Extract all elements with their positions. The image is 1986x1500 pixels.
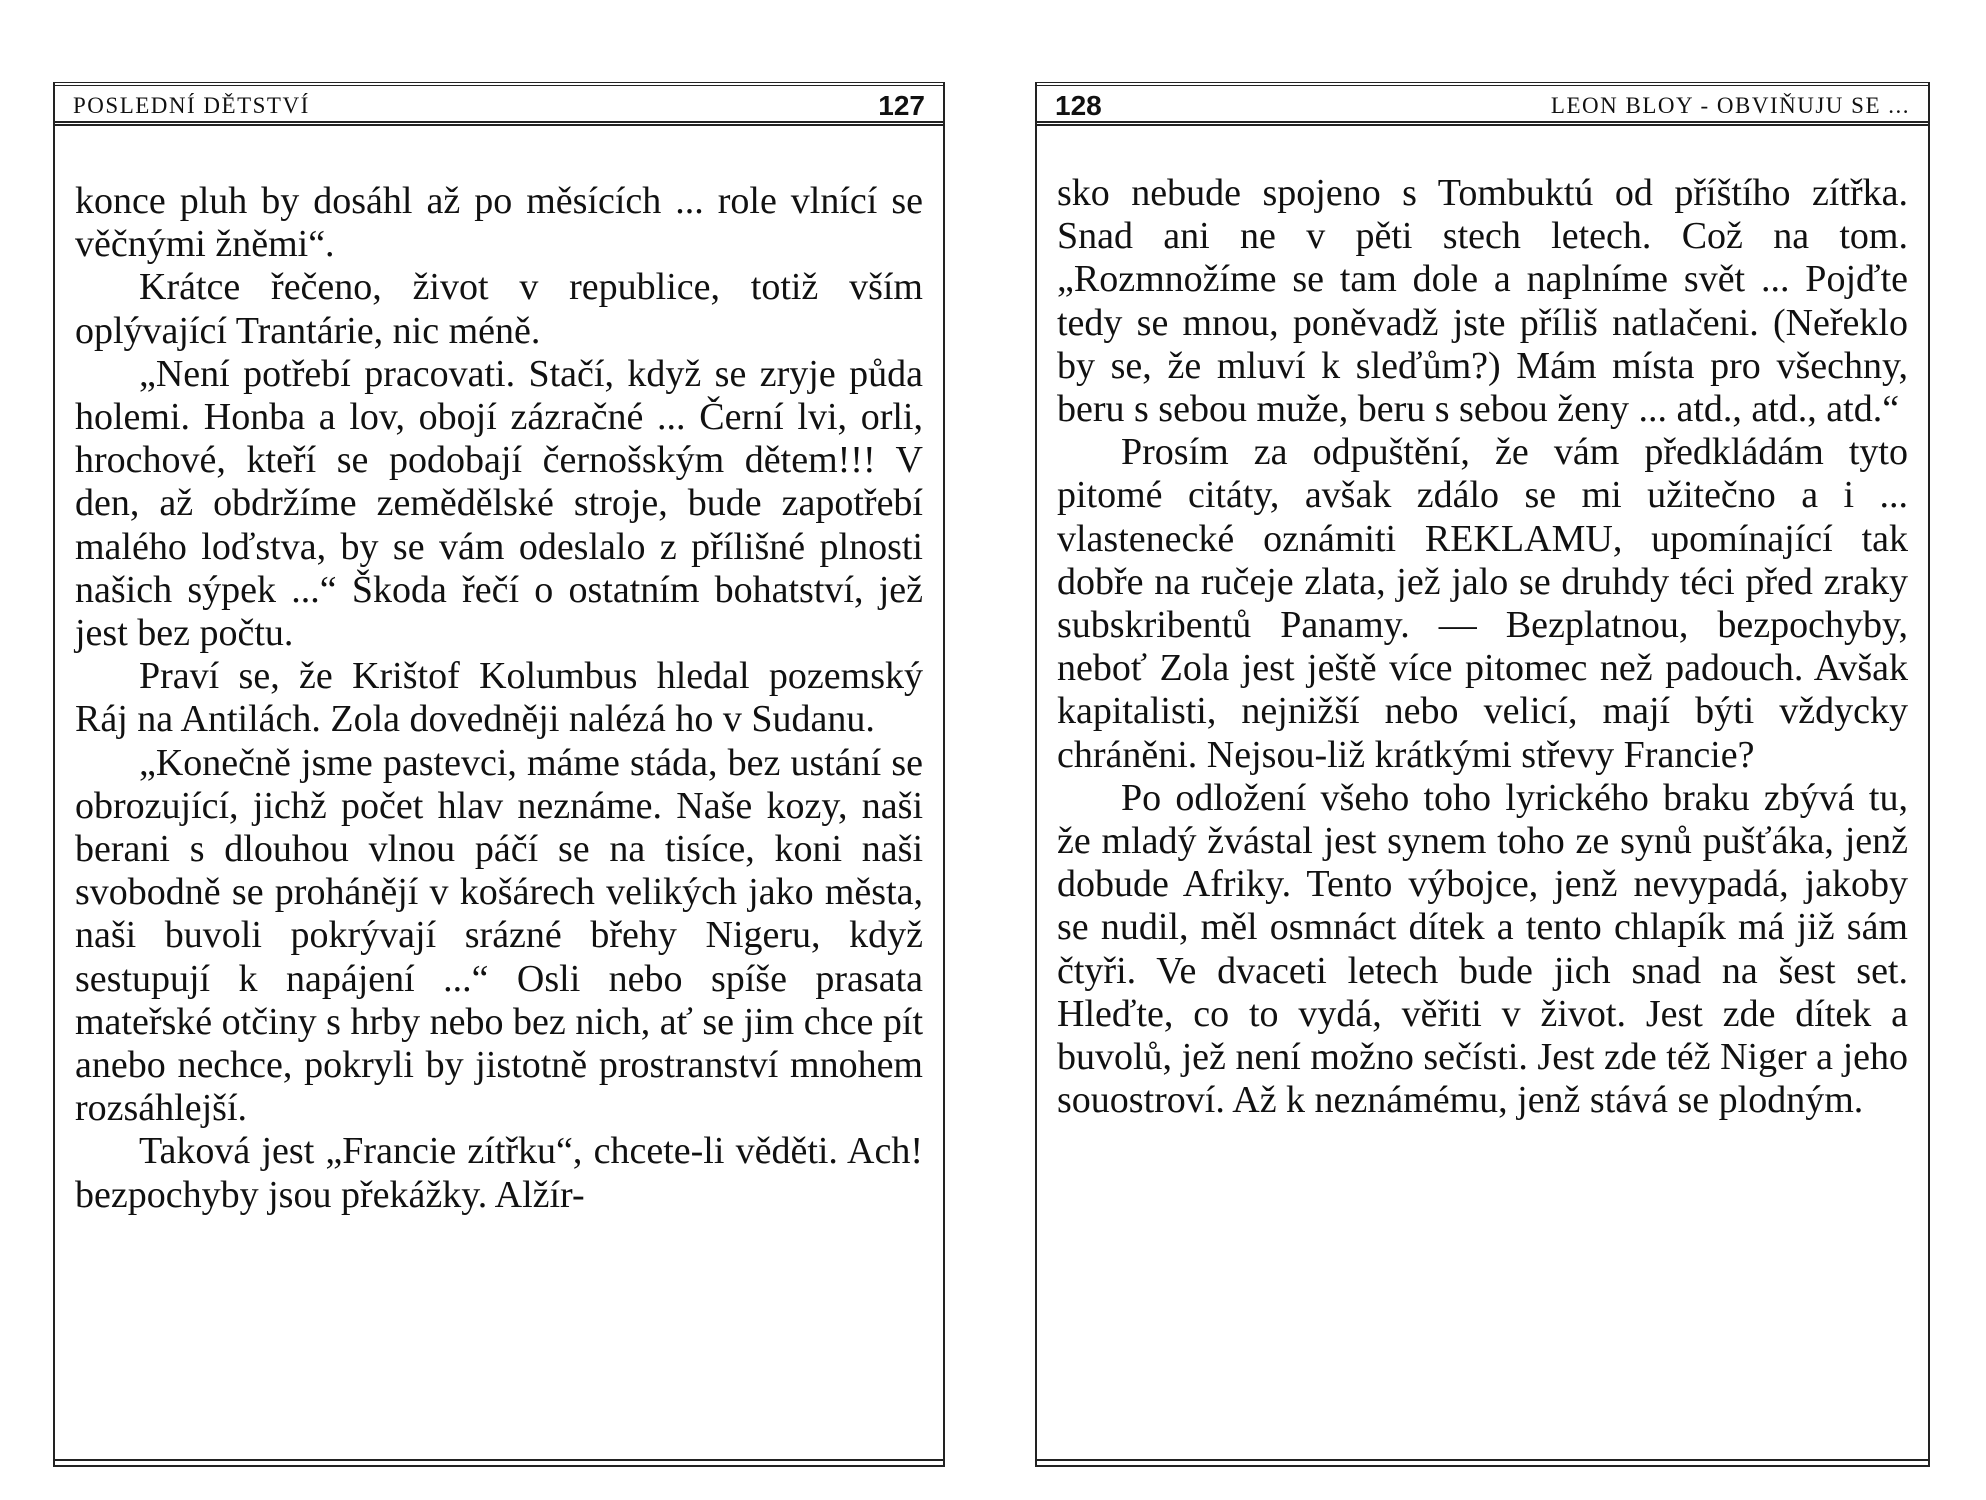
right-page-header	[1037, 82, 1928, 126]
right-paragraph-1: sko nebude spojeno s Tombuktú od příštího zítřka. Snad ani ne v pěti stech letech. Což na tom. „Rozmnožíme se tam dole a naplníme svět ... Pojďte tedy se mnou, poněvadž jste příliš natlačeni. (Neřeklo by se, že mluví k sleďům?) Mám místa pro všechny, beru s sebou muže, beru s sebou ženy ... atd., atd., atd.“	[1057, 172, 1908, 431]
left-paragraph-2: Krátce řečeno, život v republice, totiž vším oplývající Trantárie, nic méně.	[75, 266, 923, 352]
right-body-text	[1057, 172, 1908, 1122]
right-paragraph-2: Prosím za odpuštění, že vám předkládám tyto pitomé citáty, avšak zdálo se mi užitečno a i ... vlastenecké oznámiti REKLAMU, upomínající tak dobře na ručeje zlata, jež jalo se druhdy téci před zraky subskribentů Panamy. — Bezplatnou, bezpochyby, neboť Zola jest ještě více pitomec než padouch. Avšak kapitalisti, nejnižší nebo velicí, mají býti vždycky chráněni. Nejsou-liž krátkými střevy Francie?	[1057, 431, 1908, 776]
left-paragraph-6: Taková jest „Francie zítřku“, chcete-li věděti. Ach! bezpochyby jsou překážky. Alžír-	[75, 1130, 923, 1216]
right-paragraph-3: Po odložení všeho toho lyrického braku zbývá tu, že mladý žvástal jest synem toho ze synů pušťáka, jenž dobude Afriky. Tento výbojce, jenž nevypadá, jakoby se nudil, měl osmnáct dítek a tento chlapík má již sám čtyři. Ve dvaceti letech bude jich snad na šest set. Hleďte, co to vydá, věřiti v život. Jest zde dítek a buvolů, jež není možno sečísti. Jest zde též Niger a jeho souostroví. Až k neznámému, jenž stává se plodným.	[1057, 776, 1908, 1122]
right-footer-rule	[1037, 1459, 1928, 1467]
left-running-head: POSLEDNÍ DĚTSTVÍ	[73, 92, 310, 118]
left-paragraph-4: Praví se, že Krištof Kolumbus hledal pozemský Ráj na Antilách. Zola dovedněji nalézá ho v Sudanu.	[75, 655, 923, 741]
right-running-head: LEON BLOY - OBVIŇUJU SE ...	[1550, 92, 1910, 118]
right-page	[1035, 82, 1930, 1467]
left-page-number: 127	[878, 89, 925, 121]
right-page-number: 128	[1055, 89, 1102, 121]
left-page	[53, 82, 945, 1467]
left-body-text	[75, 180, 923, 1217]
left-paragraph-5: „Konečně jsme pastevci, máme stáda, bez ustání se obrozující, jichž počet hlav neznáme. Naše kozy, naši berani s dlouhou vlnou páčí se na tisíce, koni naši svobodně se prohánějí v košárech velikých jako města, naši buvoli pokrývají srázné břehy Nigeru, když sestupují k napájení ...“ Osli nebo spíše prasata mateřské otčiny s hrby nebo bez nich, ať se jim chce pít anebo nechce, pokryli by jistotně prostranství mnohem rozsáhlejší.	[75, 741, 923, 1130]
left-paragraph-3: „Není potřebí pracovati. Stačí, když se zryje půda holemi. Honba a lov, obojí zázračné ... Černí lvi, orli, hrochové, kteří se podobají černošským dětem!!! V den, až obdržíme zemědělské stroje, bude zapotřebí malého loďstva, by se vám odeslalo z přílišné plnosti našich sýpek ...“ Škoda řečí o ostatním bohatství, jež jest bez počtu.	[75, 352, 923, 655]
left-footer-rule	[55, 1459, 943, 1467]
left-page-header	[55, 82, 943, 126]
left-paragraph-1: konce pluh by dosáhl až po měsících ... role vlnící se věčnými žněmi“.	[75, 180, 923, 266]
